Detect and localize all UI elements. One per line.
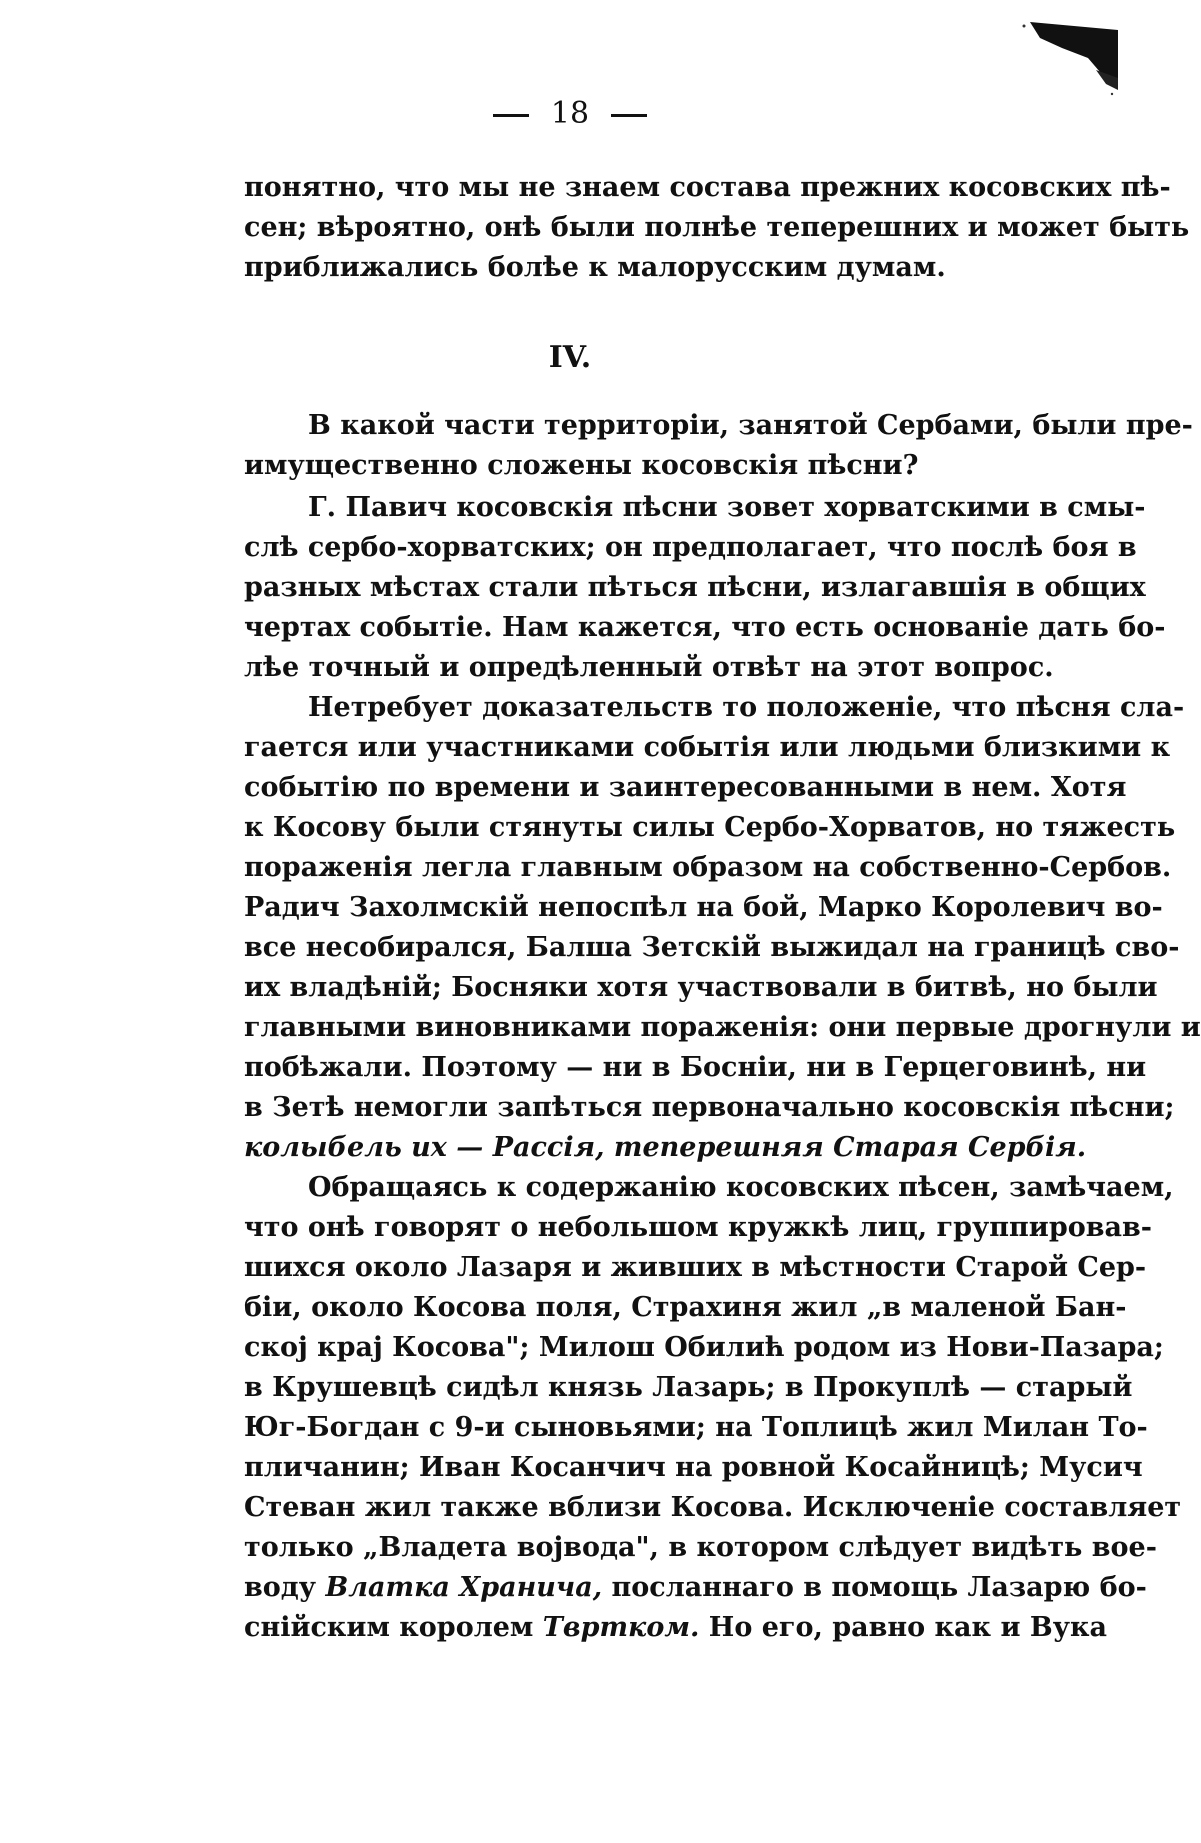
text-line: Радич Захолмскій непоспѣл на бой, Марко Королевич во- [244,892,1163,923]
text-line: ској крај Косова"; Милош Обилић родом из Нови-Пазара; [244,1332,1164,1363]
text-line: лѣе точный и опредѣленный отвѣт на этот вопрос. [244,652,1054,683]
italic-name: Влатка Хранича, [325,1572,603,1603]
paragraph-origin [244,688,1201,1168]
text-line-mixed [244,1568,1147,1608]
text-segment: посланнаго в помощь Лазарю бо- [602,1572,1147,1603]
paragraph-content [244,1168,1182,1648]
italic-text-line: колыбель их — Рассія, теперешняя Старая Сербія. [244,1132,1087,1163]
text-line: понятно, что мы не знаем состава прежних косовских пѣ- [244,172,1171,203]
text-line: Нетребует доказательств то положеніе, что пѣсня сла- [308,692,1185,723]
text-line: приближались болѣе к малорусским думам. [244,252,946,283]
paragraph-pavic [244,488,1166,688]
text-line: Юг-Богдан с 9-и сыновьями; на Топлицѣ жил Милан То- [244,1412,1148,1443]
text-line: все несобирался, Балша Зетскій выжидал на границѣ сво- [244,932,1180,963]
dash-left [493,114,529,117]
text-line: главными виновниками пораженія: они первые дрогнули и [244,1012,1201,1043]
text-line: побѣжали. Поэтому — ни в Босніи, ни в Герцеговинѣ, ни [244,1052,1147,1083]
text-line: Обращаясь к содержанію косовских пѣсен, замѣчаем, [308,1172,1174,1203]
text-line: гается или участниками событія или людьми близкими к [244,732,1171,763]
dash-right [611,114,647,117]
text-line: к Косову были стянуты силы Сербо-Хорватов, но тяжесть [244,812,1176,843]
text-line: чертах событіе. Нам кажется, что есть основаніе дать бо- [244,612,1166,643]
text-line: біи, около Косова поля, Страхиня жил „в маленой Бан- [244,1292,1127,1323]
text-line-mixed [244,1608,1107,1648]
text-line: слѣ сербо-хорватских; он предполагает, что послѣ боя в [244,532,1137,563]
text-segment: воду [244,1572,326,1603]
text-line: пораженія легла главным образом на собственно-Сербов. [244,852,1172,883]
text-segment: Но его, равно как и Вука [699,1612,1107,1643]
text-line: событію по времени и заинтересованными в нем. Хотя [244,772,1127,803]
text-line: что онѣ говорят о небольшом кружкѣ лиц, группировав- [244,1212,1152,1243]
text-line: Стеван жил также вблизи Косова. Исключеніе составляет [244,1492,1182,1523]
paragraph-question [244,406,1193,486]
text-line: в Зетѣ немогли запѣться первоначально косовскія пѣсни; [244,1092,1175,1123]
page-number-text: 18 [550,96,590,131]
text-line: В какой части территоріи, занятой Сербами, были пре- [308,410,1193,441]
text-line: Г. Павич косовскія пѣсни зовет хорватскими в смы- [308,492,1146,523]
text-line: сен; вѣроятно, онѣ были полнѣе теперешних и может быть [244,212,1190,243]
text-segment: снійским королем [244,1612,543,1643]
text-line: только „Владета војвода", в котором слѣдует видѣть вое- [244,1532,1157,1563]
text-line: пличанин; Иван Косанчич на ровной Косайницѣ; Мусич [244,1452,1143,1483]
section-heading: IV. [548,340,592,375]
text-line: разных мѣстах стали пѣться пѣсни, излагавшія в общих [244,572,1146,603]
intro-paragraph [244,168,1190,288]
scan-edge-artifact [1000,20,1120,100]
italic-name: Твртком. [542,1612,700,1643]
text-line: шихся около Лазаря и живших в мѣстности Старой Сер- [244,1252,1147,1283]
page-number [0,96,1140,132]
text-line: их владѣній; Босняки хотя участвовали в битвѣ, но были [244,972,1158,1003]
text-line: имущественно сложены косовскія пѣсни? [244,450,919,481]
text-line: в Крушевцѣ сидѣл князь Лазарь; в Прокуплѣ — старый [244,1372,1133,1403]
